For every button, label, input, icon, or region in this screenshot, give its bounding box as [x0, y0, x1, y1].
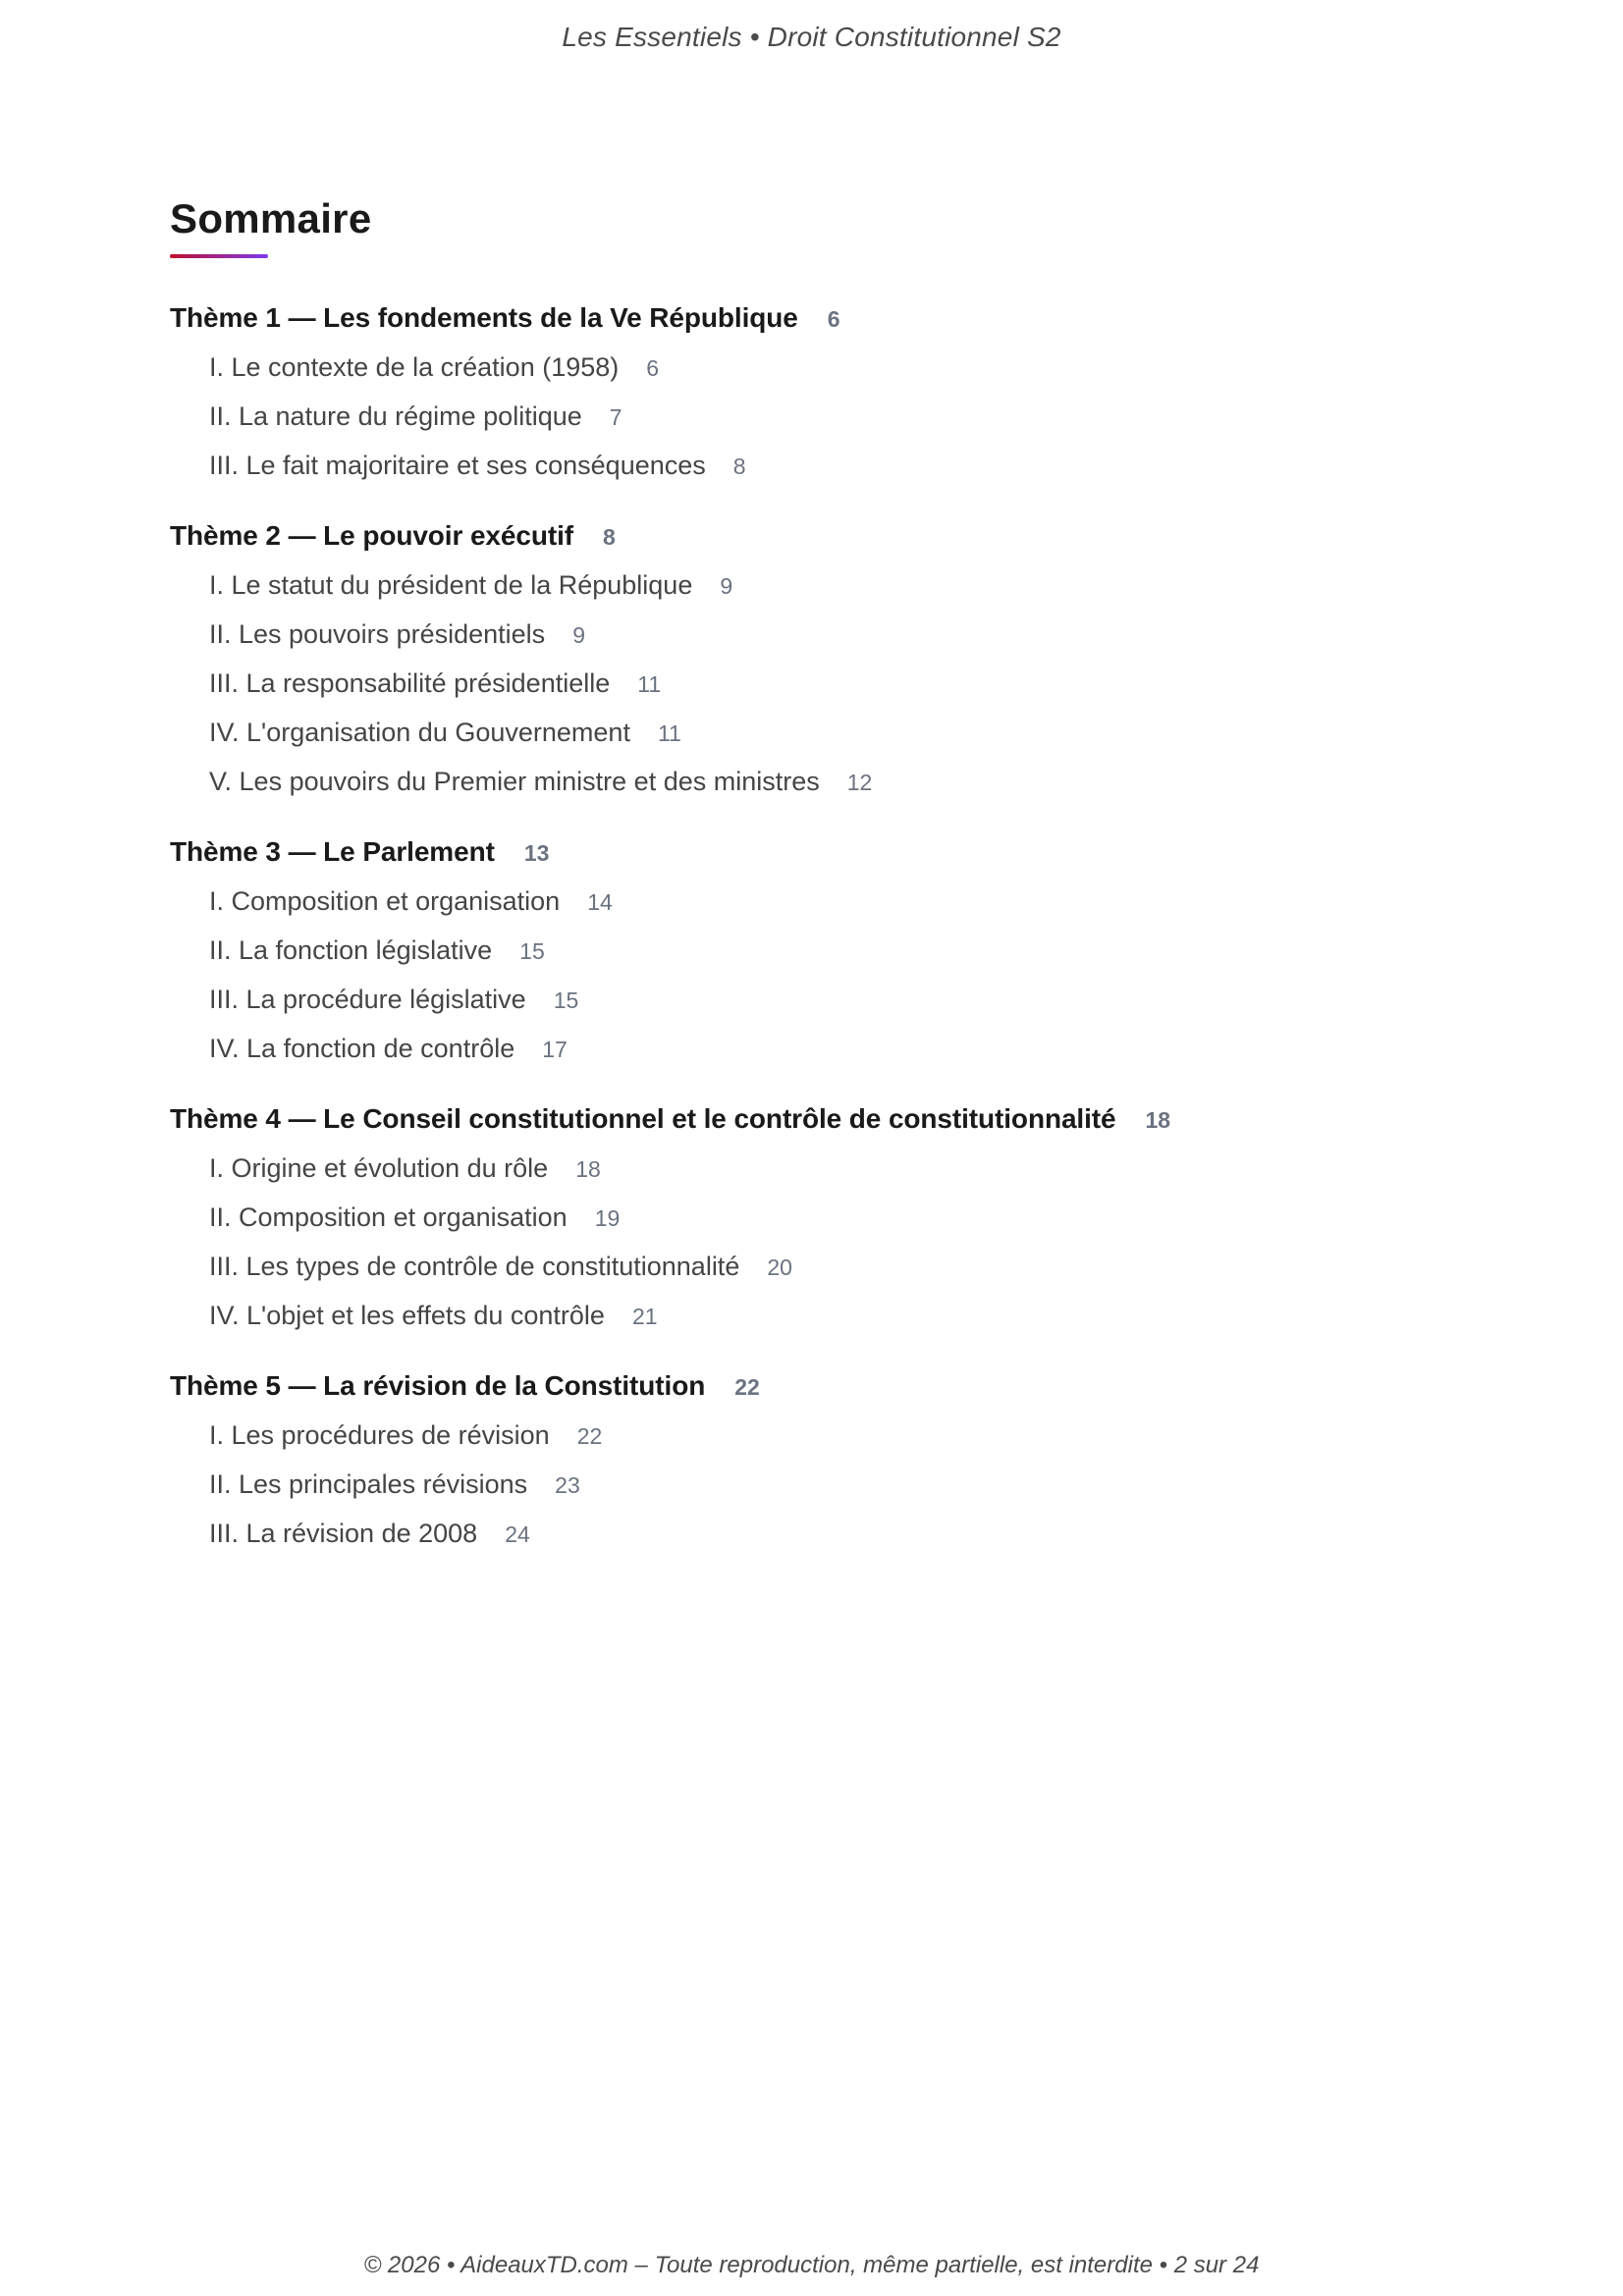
theme-label: Thème 5 — La révision de la Constitution [170, 1370, 706, 1401]
item-label: II. Les pouvoirs présidentiels [209, 619, 546, 649]
running-header: Les Essentiels • Droit Constitutionnel S2 [562, 22, 1061, 52]
theme-page-number: 22 [734, 1374, 760, 1400]
item-label: IV. L'organisation du Gouvernement [209, 718, 630, 747]
item-page-number: 9 [572, 622, 585, 648]
item-label: III. La procédure législative [209, 985, 526, 1014]
theme-block-3 [170, 828, 1466, 1073]
theme-label: Thème 3 — Le Parlement [170, 836, 495, 867]
item-label: II. Composition et organisation [209, 1202, 568, 1232]
toc-item-entry[interactable] [170, 877, 1466, 926]
item-page-number: 19 [594, 1205, 621, 1231]
toc-item-entry[interactable] [170, 343, 1466, 392]
toc-item-entry[interactable] [170, 1242, 1466, 1291]
item-label: V. Les pouvoirs du Premier ministre et des ministres [209, 767, 820, 796]
toc-item-entry[interactable] [170, 1411, 1466, 1460]
item-page-number: 14 [587, 889, 613, 915]
item-page-number: 9 [720, 573, 733, 599]
item-label: II. Les principales révisions [209, 1469, 528, 1499]
toc-item-entry[interactable] [170, 1460, 1466, 1509]
item-page-number: 11 [637, 671, 662, 697]
item-label: III. Les types de contrôle de constitutionnalité [209, 1252, 740, 1281]
theme-block-1 [170, 294, 1466, 490]
item-page-number: 6 [646, 355, 660, 381]
toc-item-entry[interactable] [170, 1291, 1466, 1340]
toc-item-entry[interactable] [170, 926, 1466, 975]
toc-item-entry[interactable] [170, 708, 1466, 757]
item-label: III. Le fait majoritaire et ses conséquences [209, 451, 706, 480]
theme-page-number: 18 [1145, 1107, 1171, 1133]
item-page-number: 15 [553, 988, 579, 1013]
theme-page-number: 8 [602, 524, 616, 550]
toc-theme-entry[interactable] [170, 1362, 1466, 1411]
item-page-number: 11 [657, 721, 681, 746]
theme-block-2 [170, 511, 1466, 806]
toc-item-entry[interactable] [170, 561, 1466, 610]
item-page-number: 22 [576, 1423, 603, 1449]
item-page-number: 21 [631, 1304, 658, 1329]
theme-block-4 [170, 1095, 1466, 1340]
item-label: I. Composition et organisation [209, 886, 561, 916]
theme-page-number: 6 [827, 306, 840, 332]
toc-item-entry[interactable] [170, 610, 1466, 659]
toc-theme-entry[interactable] [170, 1095, 1466, 1144]
running-footer: © 2026 • AideauxTD.com – Toute reproduction, même partielle, est interdite • 2 sur 24 [363, 2252, 1260, 2278]
item-label: I. Les procédures de révision [209, 1420, 550, 1450]
item-label: II. La nature du régime politique [209, 401, 582, 431]
item-label: IV. L'objet et les effets du contrôle [209, 1301, 605, 1330]
toc-item-entry[interactable] [170, 441, 1466, 490]
toc-item-entry[interactable] [170, 659, 1466, 708]
item-page-number: 18 [575, 1156, 601, 1182]
theme-label: Thème 1 — Les fondements de la Ve République [170, 302, 798, 333]
toc-theme-entry[interactable] [170, 511, 1466, 561]
table-of-contents [170, 191, 1466, 1579]
item-label: III. La révision de 2008 [209, 1519, 478, 1548]
toc-item-entry[interactable] [170, 1144, 1466, 1193]
item-page-number: 17 [542, 1037, 568, 1062]
item-label: I. Le contexte de la création (1958) [209, 352, 620, 382]
theme-label: Thème 2 — Le pouvoir exécutif [170, 520, 573, 551]
item-page-number: 7 [609, 404, 622, 430]
title-underline [170, 254, 268, 258]
item-label: I. Le statut du président de la République [209, 570, 693, 600]
toc-item-entry[interactable] [170, 392, 1466, 441]
item-page-number: 15 [519, 938, 545, 964]
toc-item-entry[interactable] [170, 1193, 1466, 1242]
item-page-number: 24 [505, 1522, 530, 1547]
theme-label: Thème 4 — Le Conseil constitutionnel et le contrôle de constitutionnalité [170, 1103, 1116, 1134]
toc-item-entry[interactable] [170, 1024, 1466, 1073]
toc-item-entry[interactable] [170, 975, 1466, 1024]
toc-theme-entry[interactable] [170, 294, 1466, 343]
toc-title: Sommaire [170, 195, 372, 241]
theme-block-5 [170, 1362, 1466, 1558]
toc-item-entry[interactable] [170, 1509, 1466, 1558]
theme-page-number: 13 [523, 840, 550, 866]
item-page-number: 23 [555, 1472, 580, 1498]
item-label: IV. La fonction de contrôle [209, 1034, 515, 1063]
toc-theme-entry[interactable] [170, 828, 1466, 877]
item-label: III. La responsabilité présidentielle [209, 668, 611, 698]
item-page-number: 12 [846, 770, 873, 795]
toc-item-entry[interactable] [170, 757, 1466, 806]
item-label: II. La fonction législative [209, 935, 493, 965]
item-label: I. Origine et évolution du rôle [209, 1153, 549, 1183]
item-page-number: 20 [767, 1255, 792, 1280]
toc-list [170, 294, 1466, 1558]
item-page-number: 8 [732, 454, 746, 479]
